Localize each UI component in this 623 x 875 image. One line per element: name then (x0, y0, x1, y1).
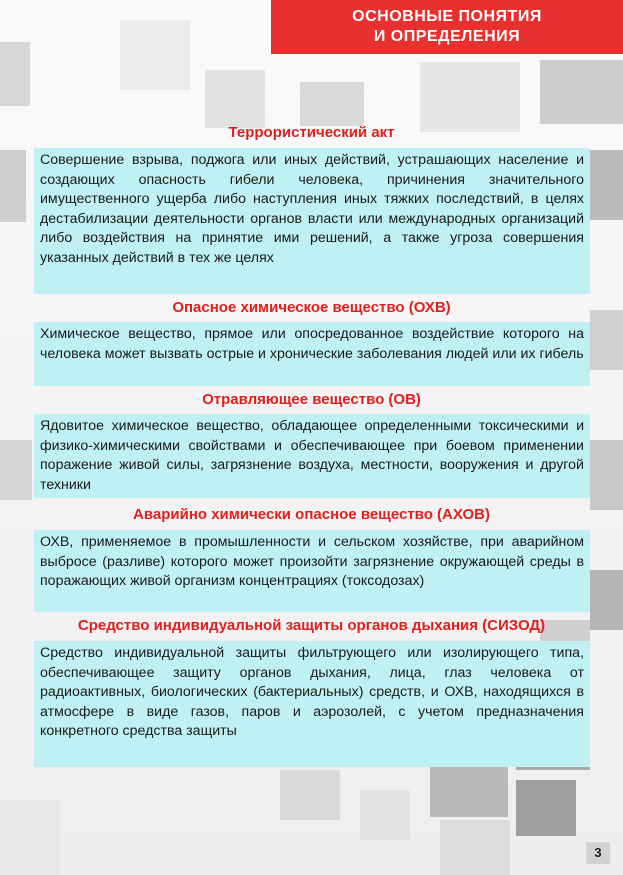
section-text-ov: Ядовитое химическое вещество, обладающее определенными токсическими и физико-химическими свойствами и обеспечивающее при боевом применении поражение живой силы, загрязнение воздуха, местности, вооружения и другой техники (34, 414, 590, 498)
section-title-terror-act: Террористический акт (228, 124, 395, 141)
bg-square (516, 780, 576, 836)
bg-square (120, 20, 190, 90)
bg-square (280, 770, 340, 820)
bg-square (540, 60, 623, 124)
bg-square (440, 820, 510, 875)
section-title-ohv: Опасное химическое вещество (ОХВ) (172, 299, 451, 316)
header-banner (271, 0, 623, 54)
section-text-ohv: Химическое вещество, прямое или опосредованное воздействие которого на человека может вызвать острые и хронические заболевания людей или их гибель (34, 322, 590, 386)
bg-square (590, 310, 623, 370)
bg-square (590, 150, 623, 220)
bg-square (300, 82, 364, 126)
section-title-ahov: Аварийно химически опасное вещество (АХОВ) (133, 506, 490, 523)
page-number: 3 (586, 842, 610, 864)
bg-square (205, 70, 265, 128)
section-text-ahov: ОХВ, применяемое в промышленности и сельском хозяйстве, при аварийном выбросе (разливе) которого может произойти загрязнение окружающей среды в поражающих живой организм концентрациях (токсодозах) (34, 530, 590, 612)
section-text-sizod: Средство индивидуальной защиты фильтрующего или изолирующего типа, обеспечивающее защиту органов дыхания, лица, глаз человека от радиоактивных, биологических (бактериальных) средств, и ОХВ, находящихся в атмосфере в виде газов, паров и аэрозолей, с учетом предназначения конкретного средства защиты (34, 641, 590, 767)
section-text-terror-act: Совершение взрыва, поджога или иных действий, устрашающих население и создающих опасность гибели человека, причинения значительного имущественного ущерба либо наступления иных тяжких последствий, в целях дестабилизации деятельности органов власти или международных организаций либо воздействия на принятие ими решений, а также угроза совершения указанных действий в тех же целях (34, 148, 590, 294)
bg-square (0, 42, 30, 106)
section-title-ov: Отравляющее вещество (ОВ) (202, 391, 421, 408)
bg-square (360, 790, 410, 840)
section-title-sizod: Средство индивидуальной защиты органов дыхания (СИЗОД) (77, 617, 546, 634)
header-line-1: ОСНОВНЫЕ ПОНЯТИЯ (352, 8, 542, 25)
bg-square (420, 62, 520, 132)
bg-square (590, 440, 623, 510)
bg-square (0, 150, 26, 222)
bg-square (0, 800, 60, 875)
bg-square (0, 440, 32, 500)
header-line-2: И ОПРЕДЕЛЕНИЯ (373, 28, 521, 45)
